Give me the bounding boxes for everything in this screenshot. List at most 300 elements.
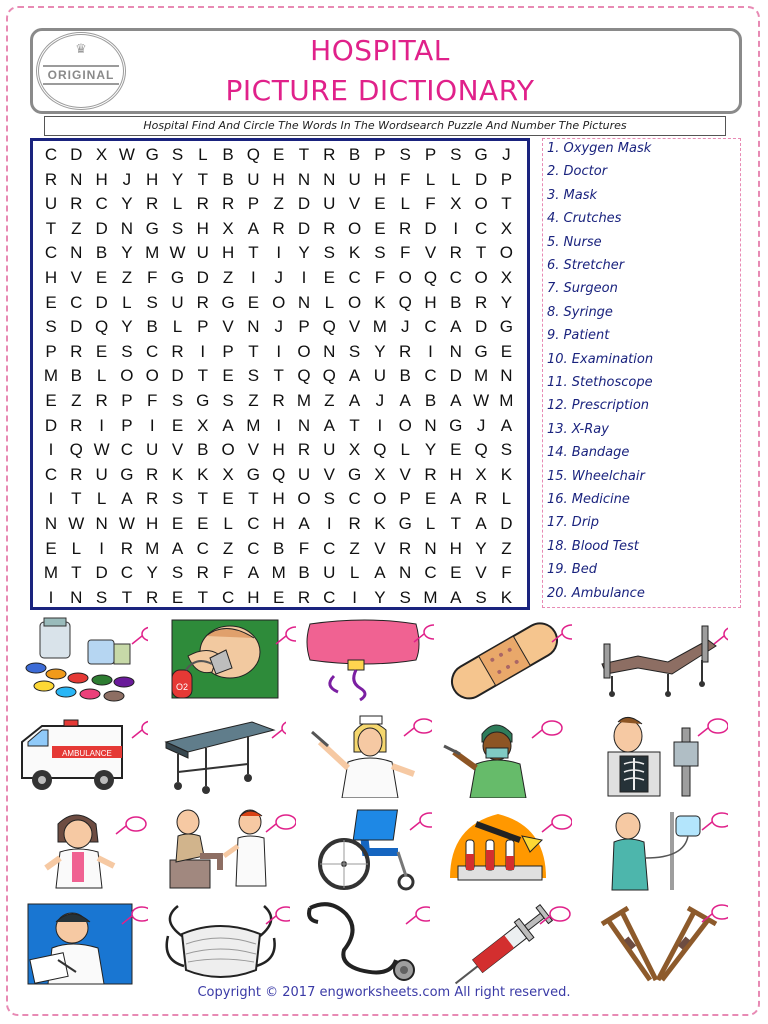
grid-letter[interactable]: N [70,587,83,607]
grid-letter[interactable]: L [451,169,461,189]
grid-letter[interactable]: R [70,194,83,214]
grid-letter[interactable]: X [197,415,209,435]
grid-letter[interactable]: H [221,243,235,263]
grid-letter[interactable]: V [323,464,335,484]
grid-letter[interactable]: Z [324,391,335,410]
grid-letter[interactable]: N [424,415,437,435]
grid-letter[interactable]: Y [121,194,133,214]
grid-letter[interactable]: R [424,464,437,484]
grid-letter[interactable]: O [499,243,513,263]
grid-letter[interactable]: G [246,464,260,484]
grid-letter[interactable]: O [373,489,387,509]
grid-letter[interactable]: T [501,194,512,214]
grid-letter[interactable]: Q [373,440,387,460]
grid-letter[interactable]: G [474,145,488,164]
grid-letter[interactable]: Z [222,538,234,558]
grid-letter[interactable]: S [323,489,335,509]
grid-letter[interactable]: E [45,538,57,558]
grid-letter[interactable]: S [247,366,260,386]
grid-letter[interactable]: W [68,514,85,533]
grid-letter[interactable]: F [222,563,234,583]
grid-letter[interactable]: I [48,489,54,509]
grid-letter[interactable]: R [146,194,159,214]
grid-letter[interactable]: W [169,243,186,263]
grid-letter[interactable]: G [449,415,463,435]
grid-letter[interactable]: T [349,415,360,435]
grid-letter[interactable]: T [197,489,208,509]
grid-letter[interactable]: W [118,145,135,164]
grid-letter[interactable]: U [323,194,336,214]
grid-letter[interactable]: C [424,366,437,386]
grid-letter[interactable]: W [118,514,135,533]
grid-letter[interactable]: Y [171,169,184,189]
grid-letter[interactable]: R [399,218,412,238]
grid-letter[interactable]: E [95,341,108,361]
grid-letter[interactable]: L [172,194,183,214]
grid-letter[interactable]: C [221,587,235,607]
grid-letter[interactable]: X [374,464,386,484]
grid-letter[interactable]: O [297,489,311,509]
grid-letter[interactable]: A [247,563,260,583]
grid-letter[interactable]: R [196,194,209,214]
grid-letter[interactable]: I [99,538,104,558]
grid-letter[interactable]: H [424,292,437,312]
grid-letter[interactable]: V [70,268,82,287]
grid-letter[interactable]: A [298,514,310,533]
grid-letter[interactable]: V [374,538,386,558]
grid-letter[interactable]: Q [423,268,438,287]
grid-letter[interactable]: L [501,489,512,509]
grid-letter[interactable]: J [122,169,132,189]
grid-letter[interactable]: Z [273,194,284,214]
grid-letter[interactable]: C [424,563,437,583]
grid-letter[interactable]: K [374,292,386,312]
grid-letter[interactable]: L [425,514,436,533]
grid-letter[interactable]: G [120,464,134,484]
grid-letter[interactable]: S [399,587,411,607]
grid-letter[interactable]: I [428,341,433,361]
grid-letter[interactable]: C [44,145,58,164]
grid-letter[interactable]: X [222,218,234,238]
grid-letter[interactable]: G [145,218,159,238]
grid-letter[interactable]: V [399,464,411,484]
grid-letter[interactable]: L [425,169,436,189]
grid-letter[interactable]: B [399,366,411,386]
grid-letter[interactable]: R [474,292,488,312]
grid-letter[interactable]: O [272,292,286,312]
grid-letter[interactable]: S [171,489,184,509]
grid-letter[interactable]: F [146,391,158,410]
grid-letter[interactable]: H [146,169,159,189]
grid-letter[interactable]: A [450,391,462,410]
grid-letter[interactable]: E [45,391,57,410]
grid-letter[interactable]: L [172,317,183,337]
grid-letter[interactable]: I [326,514,332,533]
grid-letter[interactable]: J [375,391,385,410]
grid-letter[interactable]: E [273,145,285,164]
grid-letter[interactable]: R [70,415,83,435]
grid-letter[interactable]: E [171,587,184,607]
grid-letter[interactable]: C [146,341,159,361]
grid-letter[interactable]: A [500,415,513,435]
grid-letter[interactable]: D [474,169,488,189]
grid-letter[interactable]: E [450,563,462,583]
grid-letter[interactable]: S [171,391,184,410]
grid-letter[interactable]: P [500,169,513,189]
grid-letter[interactable]: D [474,317,488,337]
grid-letter[interactable]: Q [297,366,311,386]
grid-letter[interactable]: I [48,587,54,607]
grid-letter[interactable]: R [297,440,311,460]
grid-letter[interactable]: M [43,563,59,583]
grid-letter[interactable]: O [398,268,412,287]
grid-letter[interactable]: H [247,587,260,607]
grid-letter[interactable]: K [348,243,361,263]
grid-letter[interactable]: E [273,587,285,607]
grid-letter[interactable]: U [348,169,361,189]
grid-letter[interactable]: D [95,563,108,583]
grid-letter[interactable]: L [349,563,360,583]
grid-letter[interactable]: O [474,268,488,287]
grid-letter[interactable]: O [297,341,311,361]
grid-letter[interactable]: T [197,169,208,189]
grid-letter[interactable]: T [273,366,284,386]
grid-letter[interactable]: Z [349,538,360,558]
grid-letter[interactable]: P [197,317,209,337]
grid-letter[interactable]: A [247,218,260,238]
grid-letter[interactable]: D [297,194,311,214]
grid-letter[interactable]: I [453,218,459,238]
grid-letter[interactable]: P [298,317,310,337]
grid-letter[interactable]: S [450,145,462,164]
grid-letter[interactable]: I [377,415,383,435]
grid-letter[interactable]: K [197,464,209,484]
grid-letter[interactable]: D [95,292,108,312]
grid-letter[interactable]: R [221,194,235,214]
grid-letter[interactable]: G [145,145,159,164]
grid-letter[interactable]: M [246,415,261,435]
grid-letter[interactable]: F [146,268,158,287]
grid-letter[interactable]: Y [500,292,513,312]
grid-letter[interactable]: R [399,341,412,361]
grid-letter[interactable]: A [348,366,361,386]
grid-letter[interactable]: R [449,243,462,263]
grid-letter[interactable]: Y [146,563,158,583]
grid-letter[interactable]: E [450,440,462,460]
grid-letter[interactable]: X [500,218,513,238]
grid-letter[interactable]: R [272,218,285,238]
grid-letter[interactable]: B [450,292,462,312]
grid-letter[interactable]: V [171,440,184,460]
grid-letter[interactable]: M [499,391,514,410]
grid-letter[interactable]: X [475,464,487,484]
grid-letter[interactable]: E [323,268,335,287]
grid-letter[interactable]: B [424,391,437,410]
grid-letter[interactable]: F [374,268,386,287]
grid-letter[interactable]: C [247,538,260,558]
grid-letter[interactable]: E [197,514,209,533]
grid-letter[interactable]: P [424,145,437,164]
grid-letter[interactable]: Y [121,243,133,263]
grid-letter[interactable]: L [122,292,132,312]
grid-letter[interactable]: T [248,489,259,509]
grid-letter[interactable]: R [474,489,488,509]
grid-letter[interactable]: G [347,464,362,484]
grid-letter[interactable]: F [399,243,411,263]
grid-letter[interactable]: X [222,464,234,484]
grid-letter[interactable]: E [222,366,234,386]
grid-letter[interactable]: N [323,341,336,361]
grid-letter[interactable]: S [500,440,513,460]
grid-letter[interactable]: U [95,464,108,484]
grid-letter[interactable]: N [247,317,260,337]
grid-letter[interactable]: G [196,391,210,410]
grid-letter[interactable]: J [400,317,410,337]
grid-letter[interactable]: N [323,169,336,189]
grid-letter[interactable]: C [424,317,437,337]
grid-letter[interactable]: Z [71,218,82,238]
grid-letter[interactable]: U [247,169,260,189]
grid-letter[interactable]: R [196,563,209,583]
grid-letter[interactable]: H [272,440,285,460]
grid-letter[interactable]: H [196,218,209,238]
grid-letter[interactable]: T [197,366,208,386]
grid-letter[interactable]: T [450,514,461,533]
grid-letter[interactable]: T [248,341,259,361]
grid-letter[interactable]: N [424,538,437,558]
grid-letter[interactable]: R [323,218,336,238]
grid-letter[interactable]: I [301,268,307,287]
grid-letter[interactable]: U [323,563,336,583]
grid-letter[interactable]: K [374,514,386,533]
grid-letter[interactable]: A [399,391,411,410]
grid-letter[interactable]: Q [94,317,109,337]
grid-letter[interactable]: I [276,341,282,361]
grid-letter[interactable]: D [500,514,513,533]
grid-letter[interactable]: M [271,563,286,583]
grid-letter[interactable]: L [400,440,410,460]
grid-letter[interactable]: G [170,268,185,287]
grid-letter[interactable]: O [347,292,362,312]
grid-letter[interactable]: D [70,317,83,337]
grid-letter[interactable]: D [171,366,184,386]
grid-letter[interactable]: O [398,415,412,435]
grid-letter[interactable]: I [200,341,206,361]
grid-letter[interactable]: K [500,464,513,484]
grid-letter[interactable]: H [272,169,285,189]
grid-letter[interactable]: S [146,292,158,312]
grid-letter[interactable]: V [424,243,437,263]
grid-letter[interactable]: L [223,514,233,533]
grid-letter[interactable]: V [222,317,234,337]
grid-letter[interactable]: U [373,366,387,386]
grid-letter[interactable]: A [348,391,361,410]
grid-letter[interactable]: Q [474,440,488,460]
grid-letter[interactable]: G [499,317,513,337]
grid-letter[interactable]: E [424,489,437,509]
grid-letter[interactable]: B [146,317,158,337]
grid-letter[interactable]: Y [121,317,133,337]
grid-letter[interactable]: V [348,194,361,214]
grid-letter[interactable]: R [196,292,209,312]
grid-letter[interactable]: G [474,341,488,361]
grid-letter[interactable]: Z [222,268,234,287]
grid-letter[interactable]: F [399,169,411,189]
grid-letter[interactable]: X [450,194,462,214]
grid-letter[interactable]: H [449,538,462,558]
grid-letter[interactable]: Z [71,391,82,410]
grid-letter[interactable]: I [149,415,155,435]
grid-letter[interactable]: A [475,514,487,533]
grid-letter[interactable]: C [449,268,462,287]
grid-letter[interactable]: N [44,514,58,533]
grid-letter[interactable]: E [95,268,108,287]
grid-letter[interactable]: R [297,587,311,607]
grid-letter[interactable]: P [399,489,411,509]
grid-letter[interactable]: S [323,243,335,263]
grid-letter[interactable]: S [121,341,133,361]
grid-letter[interactable]: P [222,341,234,361]
grid-letter[interactable]: N [95,514,108,533]
grid-letter[interactable]: H [44,268,58,287]
grid-letter[interactable]: A [171,538,184,558]
grid-letter[interactable]: C [120,440,134,460]
grid-letter[interactable]: M [423,587,438,607]
grid-letter[interactable]: N [70,243,83,263]
grid-letter[interactable]: Z [501,538,512,558]
grid-letter[interactable]: N [120,218,134,238]
grid-letter[interactable]: C [323,587,336,607]
grid-letter[interactable]: K [500,587,513,607]
grid-letter[interactable]: T [45,218,57,238]
grid-letter[interactable]: W [93,440,110,460]
grid-letter[interactable]: S [222,391,234,410]
grid-letter[interactable]: C [196,538,209,558]
grid-letter[interactable]: I [48,440,54,460]
grid-letter[interactable]: X [500,268,513,287]
grid-letter[interactable]: R [171,341,184,361]
grid-letter[interactable]: Y [424,440,437,460]
grid-letter[interactable]: N [297,292,311,312]
grid-letter[interactable]: Y [374,587,386,607]
grid-letter[interactable]: G [398,514,412,533]
grid-letter[interactable]: D [196,268,209,287]
grid-letter[interactable]: A [121,489,133,509]
grid-letter[interactable]: A [450,489,462,509]
grid-letter[interactable]: P [374,145,386,164]
grid-letter[interactable]: E [500,341,513,361]
grid-letter[interactable]: R [399,538,412,558]
grid-letter[interactable]: E [374,194,386,214]
grid-letter[interactable]: F [501,563,512,583]
grid-letter[interactable]: E [247,292,260,312]
grid-letter[interactable]: P [45,341,57,361]
grid-letter[interactable]: T [121,587,133,607]
grid-letter[interactable]: I [276,415,282,435]
grid-letter[interactable]: R [146,489,159,509]
grid-letter[interactable]: O [347,218,362,238]
grid-letter[interactable]: S [171,563,184,583]
grid-letter[interactable]: V [475,563,487,583]
grid-letter[interactable]: U [196,243,209,263]
grid-letter[interactable]: O [221,440,235,460]
grid-letter[interactable]: Z [248,391,259,410]
grid-letter[interactable]: C [474,218,488,238]
grid-letter[interactable]: F [298,538,310,558]
grid-letter[interactable]: U [44,194,58,214]
grid-letter[interactable]: O [145,366,159,386]
grid-letter[interactable]: B [222,169,234,189]
grid-letter[interactable]: R [146,587,159,607]
grid-letter[interactable]: K [171,464,184,484]
grid-letter[interactable]: A [374,563,386,583]
grid-letter[interactable]: N [297,415,311,435]
grid-letter[interactable]: C [95,194,108,214]
grid-letter[interactable]: F [425,194,436,214]
grid-letter[interactable]: Q [69,440,83,460]
grid-letter[interactable]: D [424,218,437,238]
grid-letter[interactable]: E [374,218,386,238]
grid-letter[interactable]: A [450,587,462,607]
grid-letter[interactable]: B [197,440,209,460]
grid-letter[interactable]: O [120,366,134,386]
grid-letter[interactable]: T [71,489,82,509]
grid-letter[interactable]: Q [398,292,412,312]
grid-letter[interactable]: L [96,366,107,386]
grid-letter[interactable]: M [43,366,59,386]
grid-letter[interactable]: T [71,563,82,583]
grid-letter[interactable]: U [171,292,184,312]
grid-letter[interactable]: C [44,243,58,263]
grid-letter[interactable]: P [247,194,260,214]
grid-letter[interactable]: H [272,514,285,533]
grid-letter[interactable]: G [221,292,235,312]
grid-letter[interactable]: L [71,538,82,558]
grid-letter[interactable]: H [146,514,159,533]
grid-letter[interactable]: E [45,292,57,312]
grid-letter[interactable]: I [251,268,256,287]
grid-letter[interactable]: W [473,391,490,410]
grid-letter[interactable]: J [502,145,511,164]
grid-letter[interactable]: M [296,391,312,410]
grid-letter[interactable]: M [145,538,160,558]
grid-letter[interactable]: X [348,440,361,460]
grid-letter[interactable]: Q [322,317,336,337]
grid-letter[interactable]: Z [121,268,133,287]
grid-letter[interactable]: L [324,292,335,312]
grid-letter[interactable]: S [475,587,487,607]
grid-letter[interactable]: D [449,366,462,386]
grid-letter[interactable]: N [70,169,83,189]
grid-letter[interactable]: R [70,341,83,361]
grid-letter[interactable]: B [70,366,82,386]
grid-letter[interactable]: R [70,464,83,484]
grid-letter[interactable]: U [323,440,336,460]
grid-letter[interactable]: Q [272,464,286,484]
grid-letter[interactable]: H [272,489,285,509]
grid-letter[interactable]: O [474,194,488,214]
grid-letter[interactable]: I [99,415,104,435]
grid-letter[interactable]: H [449,464,462,484]
grid-letter[interactable]: M [474,366,489,386]
grid-letter[interactable]: J [274,317,283,337]
grid-letter[interactable]: Y [298,243,310,263]
grid-letter[interactable]: T [298,145,310,164]
grid-letter[interactable]: H [95,169,108,189]
grid-letter[interactable]: R [348,514,361,533]
grid-letter[interactable]: R [272,391,285,410]
grid-letter[interactable]: P [121,415,133,435]
